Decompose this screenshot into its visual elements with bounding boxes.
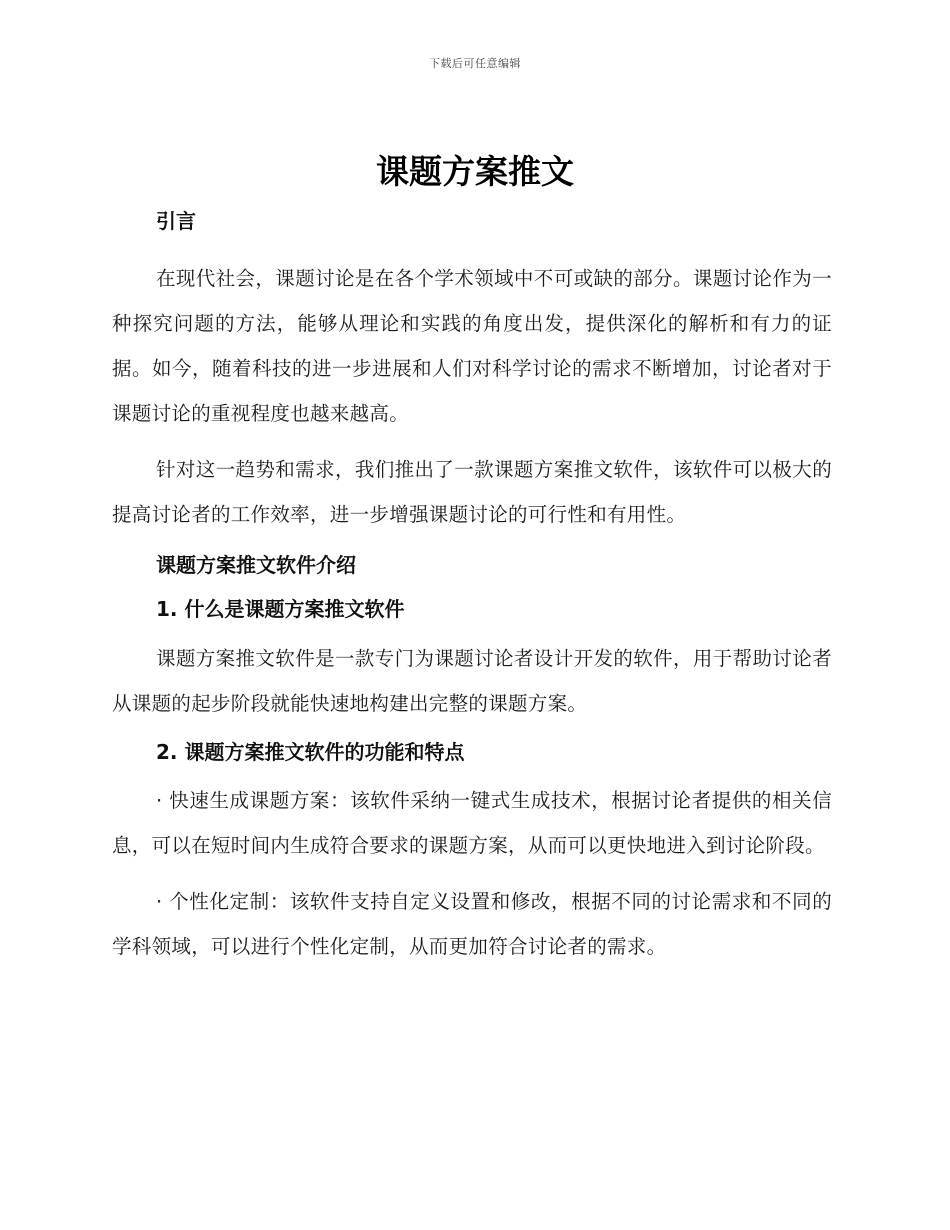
header-note: 下载后可任意编辑 [429,57,521,70]
document-body [112,205,832,969]
document-title: 课题方案推文 [376,152,574,191]
intro-paragraph-1: 在现代社会，课题讨论是在各个学术领域中不可或缺的部分。课题讨论作为一种探究问题的方法，能够从理论和实践的角度出发，提供深化的解析和有力的证据。如今，随着科技的进一步进展和人们对科学讨论的需求不断增加，讨论者对于课题讨论的重视程度也越来越高。 [112,267,832,425]
intro-paragraph-2: 针对这一趋势和需求，我们推出了一款课题方案推文软件，该软件可以极大的提高讨论者的工作效率，进一步增强课题讨论的可行性和有用性。 [112,458,832,526]
section-1-paragraph: 课题方案推文软件是一款专门为课题讨论者设计开发的软件，用于帮助讨论者从课题的起步阶段就能快速地构建出完整的课题方案。 [112,647,832,715]
feature-item-customization: · 个性化定制：该软件支持自定义设置和修改，根据不同的讨论需求和不同的学科领域，可以进行个性化定制，从而更加符合讨论者的需求。 [112,890,832,958]
section-1-heading: 1. 什么是课题方案推文软件 [156,597,405,621]
intro-heading: 引言 [156,209,196,233]
software-intro-heading: 课题方案推文软件介绍 [156,553,356,577]
section-2-heading: 2. 课题方案推文软件的功能和特点 [156,740,465,764]
feature-item-quick-generate: · 快速生成课题方案：该软件采纳一键式生成技术，根据讨论者提供的相关信息，可以在短时间内生成符合要求的课题方案，从而可以更快地进入到讨论阶段。 [112,789,832,857]
